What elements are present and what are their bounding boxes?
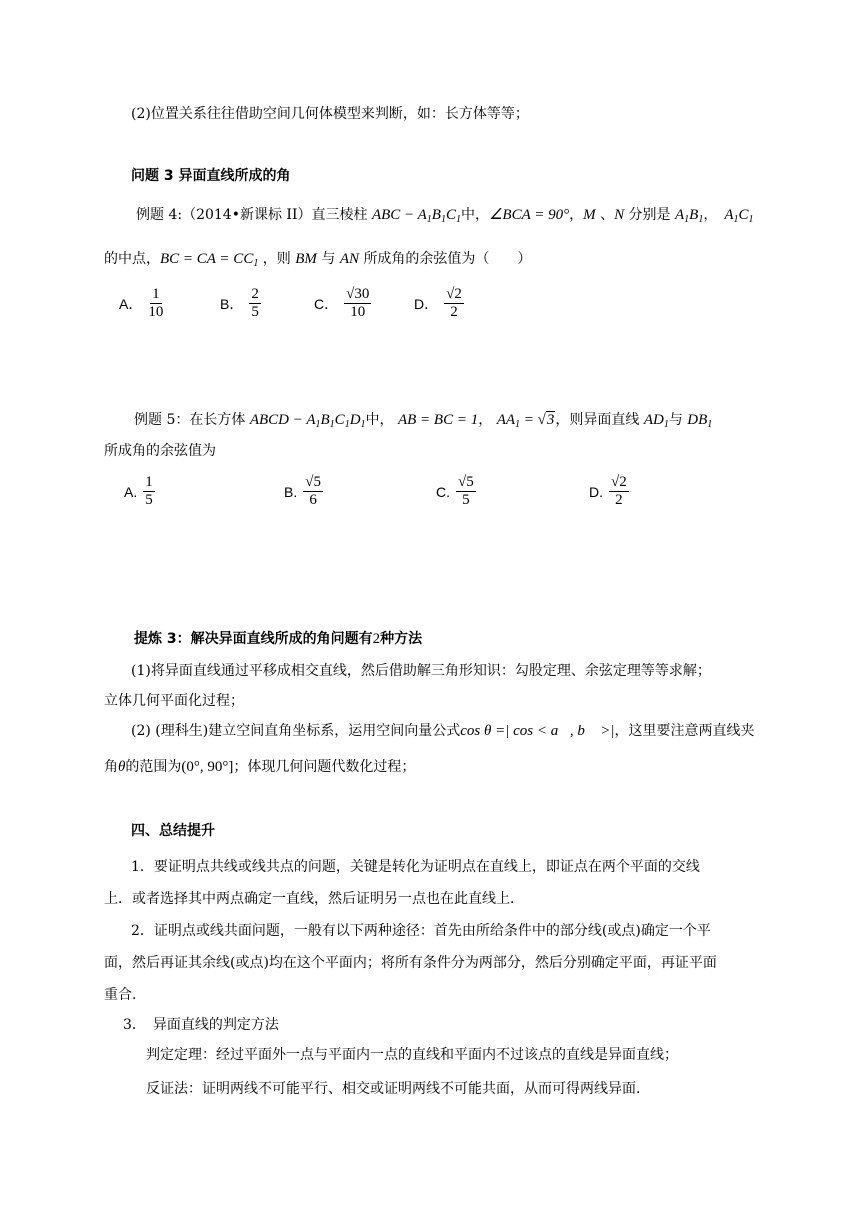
- example4-text: 中，: [460, 207, 489, 223]
- segment-a1b1: $A_1B_1$: [674, 207, 704, 225]
- example4-source: （2014•新课标 II）: [182, 207, 312, 223]
- option-label: C.: [436, 483, 450, 500]
- summary-heading: 四、总结提升: [131, 823, 215, 839]
- example5-text: 中，: [365, 412, 394, 428]
- line-db1: $DB_1$: [687, 412, 713, 430]
- example4-text: 直三棱柱: [311, 207, 368, 223]
- fraction: [148, 286, 163, 321]
- fraction: [609, 474, 629, 509]
- example5-option-c[interactable]: [436, 474, 476, 509]
- refine3-heading-text: 提炼 3：解决异面直线所成的角问题有: [134, 631, 373, 647]
- example4-text: ，则: [262, 251, 291, 267]
- example4-text: ，: [569, 207, 584, 223]
- intro-note: (2)位置关系往往借助空间几何体模型来判断，如：长方体等等；: [131, 106, 529, 122]
- example5-option-b[interactable]: [284, 474, 323, 509]
- example4-text: 的中点，: [104, 251, 160, 267]
- denominator: 6: [309, 492, 317, 508]
- summary-item3-heading: 3． 异面直线的判定方法: [123, 1017, 279, 1033]
- denominator: 10: [350, 304, 366, 320]
- prism-name: ABC − $A_1B_1C_1$: [371, 207, 461, 225]
- example5-text: ，: [478, 412, 493, 428]
- numerator: √5: [305, 474, 321, 490]
- segment-a1c1: $A_1C_1$: [724, 207, 754, 225]
- refine3-method1-line1: (1)将异面直线通过平移成相交直线，然后借助解三角形知识：勾股定理、余弦定理等等求解；: [131, 663, 711, 679]
- example5-text: ，则异面直线: [555, 412, 640, 428]
- refine3-text: ，这里要注意两直线夹: [614, 723, 755, 739]
- example5-option-d[interactable]: [589, 474, 629, 509]
- point-n: N: [614, 207, 625, 223]
- option-label: B．: [220, 295, 244, 312]
- line-an: AN: [339, 251, 359, 267]
- numerator: √2: [611, 474, 627, 490]
- fraction: [456, 474, 476, 509]
- example5-line2: 所成角的余弦值为: [104, 443, 216, 459]
- example5-options: [0, 474, 860, 518]
- refine3-method1-line2: 立体几何平面化过程；: [104, 693, 244, 709]
- example4-option-b[interactable]: [220, 286, 261, 321]
- edge-equality: AB = BC = 1: [397, 412, 479, 428]
- summary-item1-line2: 上．或者选择其中两点确定一直线，然后证明另一点也在此直线上．: [104, 891, 524, 907]
- angle-condition: ∠BCA = 90°: [488, 207, 570, 223]
- example4-line1: [136, 205, 754, 225]
- summary-item3-theorem: 判定定理：经过平面外一点与平面内一点的直线和平面内不过该点的直线是异面直线；: [146, 1047, 678, 1063]
- refine3-text: 角: [104, 759, 118, 775]
- cuboid-name: ABCD − $A_1B_1C_1D_1$: [249, 412, 366, 430]
- fraction: [303, 474, 323, 509]
- option-label: B.: [284, 483, 298, 500]
- example4-option-d[interactable]: [414, 286, 464, 321]
- summary-item2-line1: 2．证明点或线共面问题，一般有以下两种途径：首先由所给条件中的部分线(或点)确定一个平: [131, 923, 711, 939]
- example5-option-a[interactable]: [124, 474, 155, 509]
- edge-aa1: $AA_1 = √3$: [496, 412, 555, 430]
- example4-text: 所成角的余弦值为（ ）: [363, 251, 532, 267]
- option-label: A．: [119, 295, 143, 312]
- example4-text: ，: [703, 207, 711, 223]
- example4-option-a[interactable]: [119, 286, 163, 321]
- denominator: 2: [615, 492, 623, 508]
- fraction: [143, 474, 155, 509]
- denominator: 5: [145, 492, 153, 508]
- point-m: M: [583, 207, 596, 223]
- angle-range: (0°, 90°]: [181, 759, 234, 775]
- example4-text: 分别是: [628, 207, 671, 223]
- refine3-text: 的范围为: [125, 759, 182, 775]
- denominator: 5: [462, 492, 470, 508]
- summary-item1-line1: 1．要证明点共线或线共点的问题，关键是转化为证明点在直线上，即证点在两个平面的交线: [131, 859, 700, 875]
- method-count: 2: [372, 631, 381, 647]
- example4-label: 例题 4:: [136, 207, 183, 223]
- fraction: [444, 286, 464, 321]
- denominator: 2: [450, 304, 458, 320]
- summary-item2-line2: 面，然后再证其余线(或点)均在这个平面内；将所有条件分为两部分，然后分别确定平面，再证平面: [104, 955, 717, 971]
- refine3-heading-text: 种方法: [380, 631, 423, 647]
- numerator: 1: [145, 474, 153, 490]
- problem3-heading: 问题 3 异面直线所成的角: [131, 168, 291, 184]
- equal-sides: BC = CA = $CC_1$: [160, 251, 259, 269]
- refine3-text: ；体现几何问题代数化过程；: [233, 759, 416, 775]
- example4-option-c[interactable]: [314, 286, 371, 321]
- numerator: 1: [152, 286, 160, 302]
- example4-options: [0, 286, 860, 330]
- option-label: A.: [124, 483, 138, 500]
- example5-text: 与: [668, 412, 683, 428]
- denominator: 10: [148, 304, 164, 320]
- example4-line2: [104, 249, 531, 269]
- fraction: [249, 286, 261, 321]
- example5-line1: [134, 410, 712, 430]
- option-label: D.: [589, 483, 603, 500]
- line-bm: BM: [295, 251, 317, 267]
- numerator: 2: [251, 286, 259, 302]
- cosine-formula: cos θ =| cos < a⃗, b⃗ >|: [460, 723, 615, 739]
- example5-text: 在长方体: [189, 412, 246, 428]
- summary-item2-line3: 重合．: [104, 987, 146, 1003]
- denominator: 5: [251, 304, 259, 320]
- refine3-method2-line2: [104, 757, 415, 777]
- example4-text: 、: [600, 207, 615, 223]
- example4-text: 与: [321, 251, 336, 267]
- numerator: √2: [446, 286, 462, 302]
- refine3-text: (2) (理科生)建立空间直角坐标系，运用空间向量公式: [131, 723, 461, 739]
- option-label: C．: [314, 295, 339, 312]
- numerator: √5: [458, 474, 474, 490]
- theta-symbol: θ: [118, 759, 126, 775]
- line-ad1: $AD_1$: [643, 412, 669, 430]
- refine3-method2-line1: [131, 721, 755, 741]
- fraction: [344, 286, 371, 321]
- summary-item3-contradiction: 反证法：证明两线不可能平行、相交或证明两线不可能共面，从而可得两线异面．: [146, 1081, 650, 1097]
- refine3-heading: [134, 629, 422, 649]
- numerator: √30: [346, 286, 370, 302]
- example5-label: 例题 5：: [134, 412, 190, 428]
- option-label: D．: [414, 295, 439, 312]
